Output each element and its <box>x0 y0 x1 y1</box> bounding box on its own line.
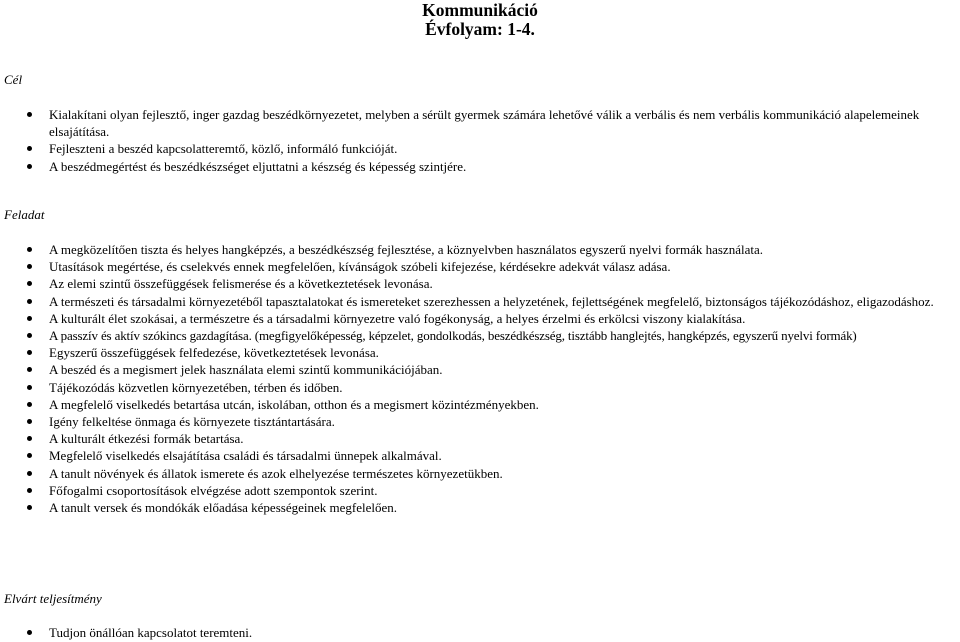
list-item <box>0 241 954 258</box>
bullet-icon <box>27 164 32 169</box>
list-item <box>0 344 954 361</box>
bullet-icon <box>27 316 32 321</box>
list-item <box>0 327 954 344</box>
bullet-icon <box>27 436 32 441</box>
bullet-icon <box>27 367 32 372</box>
list-item <box>0 499 954 516</box>
list-item-text: Egyszerű összefüggések felfedezése, következtetések levonása. <box>49 345 379 361</box>
document-subtitle: Évfolyam: 1-4. <box>425 19 535 39</box>
list-item-text: A kulturált élet szokásai, a természetre és a társadalmi környezetre való fogékonyság, a helyes érzelmi és erkölcsi viszony kialakítása. <box>49 310 746 326</box>
list-item <box>0 396 954 413</box>
list-item <box>0 258 954 275</box>
elvart-list <box>0 624 252 641</box>
bullet-icon <box>27 112 32 117</box>
list-item-text: Főfogalmi csoportosítások elvégzése adott szempontok szerint. <box>49 482 378 498</box>
section-heading-elvart: Elvárt teljesítmény <box>4 591 102 606</box>
list-item-text: Igény felkeltése önmaga és környezete tisztántartására. <box>49 414 335 430</box>
bullet-icon <box>27 333 32 338</box>
bullet-icon <box>27 350 32 355</box>
list-item <box>0 624 252 641</box>
list-item-text: A megfelelő viselkedés betartása utcán, iskolában, otthon és a megismert közintézményekben. <box>49 396 539 412</box>
bullet-icon <box>27 385 32 390</box>
bullet-icon <box>27 247 32 252</box>
list-item-text: Fejleszteni a beszéd kapcsolatteremtő, közlő, informáló funkcióját. <box>49 141 398 157</box>
list-item <box>0 430 954 447</box>
list-item <box>0 158 954 175</box>
document-title: Kommunikáció <box>422 0 538 20</box>
list-item <box>0 106 954 140</box>
bullet-icon <box>27 505 32 510</box>
list-item-text: A kulturált étkezési formák betartása. <box>49 431 244 447</box>
list-item-text: Tudjon önállóan kapcsolatot teremteni. <box>49 625 253 640</box>
bullet-icon <box>27 264 32 269</box>
bullet-icon <box>27 146 32 151</box>
section-heading-cel: Cél <box>4 72 23 87</box>
list-item-text: A megközelítően tiszta és helyes hangképzés, a beszédkészség fejlesztése, a köznyelvben használatos egyszerű nyelvi formák használata. <box>49 242 763 257</box>
list-item-text: A beszédmegértést és beszédkészséget eljuttatni a készség és képesség szintjére. <box>49 158 467 174</box>
feladat-list <box>0 241 954 516</box>
list-item <box>0 293 954 310</box>
list-item <box>0 310 954 327</box>
list-item <box>0 140 954 157</box>
bullet-icon <box>27 281 32 286</box>
list-item-text: Megfelelő viselkedés elsajátítása családi és társadalmi ünnepek alkalmával. <box>49 448 442 464</box>
cel-list <box>0 106 954 175</box>
list-item <box>0 447 954 464</box>
list-item <box>0 465 954 482</box>
list-item <box>0 413 954 430</box>
bullet-icon <box>27 488 32 493</box>
list-item <box>0 361 954 378</box>
bullet-icon <box>27 419 32 424</box>
list-item-text: Kialakítani olyan fejlesztő, inger gazdag beszédkörnyezetet, melyben a sérült gyermek számára lehetővé válik a verbális és nem verbális kommunikáció alapelemeinek elsajátítása. <box>49 107 920 140</box>
bullet-icon <box>27 402 32 407</box>
list-item-text: A tanult növények és állatok ismerete és azok elhelyezése természetes környezetükben. <box>49 465 503 481</box>
list-item-text: A passzív és aktív szókincs gazdagítása. (megfigyelőképesség, képzelet, gondolkodás, beszédkészség, tisztább hanglejtés, hangképzés, egyszerű nyelvi formák) <box>49 328 857 344</box>
bullet-icon <box>27 299 32 304</box>
list-item-text: A beszéd és a megismert jelek használata elemi szintű kommunikációjában. <box>49 362 443 378</box>
list-item <box>0 379 954 396</box>
section-heading-feladat: Feladat <box>4 207 45 222</box>
list-item-text: Tájékozódás közvetlen környezetében, térben és időben. <box>49 379 343 395</box>
list-item <box>0 482 954 499</box>
bullet-icon <box>27 453 32 458</box>
list-item-text: A tanult versek és mondókák előadása képességeinek megfelelően. <box>49 500 397 516</box>
list-item-text: Az elemi szintű összefüggések felismerése és a következtetések levonása. <box>49 276 433 292</box>
list-item-text: A természeti és társadalmi környezetéből tapasztalatokat és ismereteket szerezhessen a helyzetének, fejlettségének megfelelő, biztonságos tájékozódáshoz, eligazodáshoz. <box>49 293 934 309</box>
list-item <box>0 275 954 292</box>
bullet-icon <box>27 630 32 635</box>
bullet-icon <box>27 471 32 476</box>
list-item-text: Utasítások megértése, és cselekvés ennek megfelelően, kívánságok szóbeli kifejezése, kérdésekre adekvát válasz adása. <box>49 259 671 275</box>
